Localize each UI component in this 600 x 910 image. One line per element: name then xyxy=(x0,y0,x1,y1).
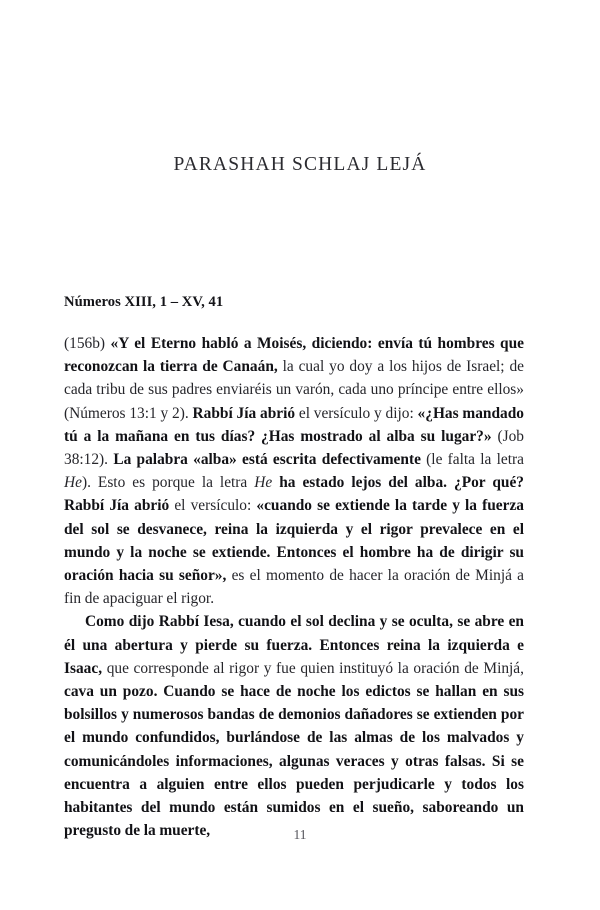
page-number: 11 xyxy=(293,827,307,842)
text-run-bold: «¿Has mandado tú a la mañana en tus días? ¿Has mostrado al alba su lugar?» xyxy=(64,404,524,445)
body-paragraph: (156b) «Y el Eterno habló a Moisés, diciendo: envía tú hombres que reconozcan la tierra de Canaán, la cual yo doy a los hijos de Israel; de cada tribu de sus padres enviaréis un varón, cada uno príncipe entre ellos» (Números 13:1 y 2). Rabbí Jía abrió el versículo y dijo: «¿Has mandado tú a la mañana en tus días? ¿Has mostrado al alba su lugar?» (Job 38:12). La palabra «alba» está escrita defectivamente (le falta la letra He). Esto es porque la letra He ha estado lejos del alba. ¿Por qué? Rabbí Jía abrió el versículo: «cuando se extiende la tarde y la fuerza del sol se desvanece, reina la izquierda y el rigor prevalece en el mundo y la noche se extiende. Entonces el hombre ha de dirigir su oración hacia su señor», es el momento de hacer la oración de Minjá a fin de apaciguar el rigor. xyxy=(64,335,525,608)
body-text-column xyxy=(64,292,524,842)
text-run-bold: «Y el Eterno habló a Moisés, diciendo: envía tú hombres que reconozcan la tierra de Canaán, xyxy=(64,335,524,376)
text-run-bold: «cuando se extiende la tarde y la fuerza del sol se desvanece, reina la izquierda y el rigor prevalece en el mundo y la noche se extiende. Entonces el hombre ha de dirigir su oración hacia su señor», xyxy=(64,497,525,585)
text-run-bold: cava un pozo. Cuando se hace de noche los edictos se hallan en sus bolsillos y numerosos bandas de demonios dañadores se extienden por el mundo confundidos, burlándose de las almas de los malvados y comunicándoles informaciones, algunas veraces y otras falsas. Si se encuentra a alguien entre ellos pueden perjudicarle y todos los habitantes del mundo están sumidos en el sueño, saboreando un pregusto de la muerte, xyxy=(64,683,524,840)
text-run-bold: Como dijo Rabbí Iesa, cuando el sol declina y se oculta, se abre en él una abertura y pierde su fuerza. Entonces reina la izquierda e Isaac, xyxy=(64,613,524,677)
chapter-title: PARASHAH SCHLAJ LEJÁ xyxy=(173,154,427,175)
text-run-italic: He xyxy=(64,474,82,492)
text-run-bold: Rabbí Jía abrió xyxy=(192,404,296,422)
text-run-bold: La palabra «alba» está escrita defectivamente xyxy=(113,451,421,469)
text-run-bold: ha estado lejos del alba. ¿Por qué? Rabbí Jía abrió xyxy=(64,474,524,515)
body-paragraph: Como dijo Rabbí Iesa, cuando el sol declina y se oculta, se abre en él una abertura y pierde su fuerza. Entonces reina la izquierda e Isaac, que corresponde al rigor y fue quien instituyó la oración de Minjá, cava un pozo. Cuando se hace de noche los edictos se hallan en sus bolsillos y numerosos bandas de demonios dañadores se extienden por el mundo confundidos, burlándose de las almas de los malvados y comunicándoles informaciones, algunas veraces y otras falsas. Si se encuentra a alguien entre ellos pueden perjudicarle y todos los habitantes del mundo están sumidos en el sueño, saboreando un pregusto de la muerte, xyxy=(64,613,524,840)
scripture-reference-heading: Números XIII, 1 – XV, 41 xyxy=(64,294,224,310)
text-run-italic: He xyxy=(254,474,273,492)
